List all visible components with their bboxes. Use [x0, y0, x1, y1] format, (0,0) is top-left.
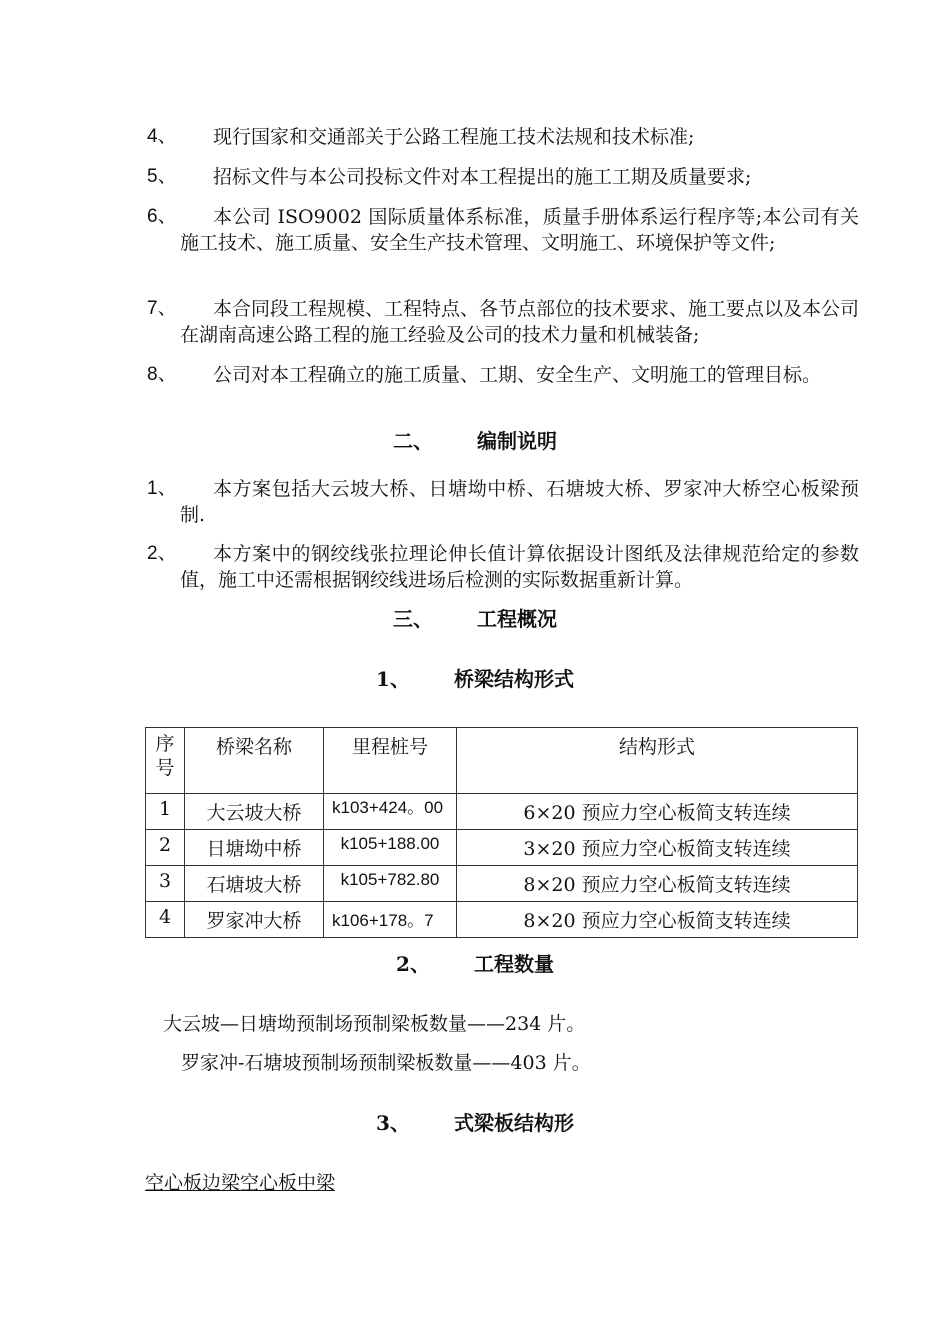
subsection-heading: [0, 1110, 950, 1136]
table-cell: k106+178。7: [324, 902, 457, 938]
subsection-number: 2、: [396, 952, 430, 976]
table-cell: 3×20 预应力空心板简支转连续: [457, 830, 858, 866]
subsection-number: 1、: [376, 667, 410, 691]
header-cell: 里程桩号: [324, 728, 457, 794]
item-number: 1、: [147, 478, 177, 499]
table-cell: 2: [146, 830, 185, 866]
note-item: [147, 476, 859, 528]
table-row: [146, 794, 858, 830]
basis-item: [147, 362, 859, 388]
header-cell: 序号: [146, 728, 185, 794]
item-text: 公司对本工程确立的施工质量、工期、安全生产、文明施工的管理目标。: [213, 364, 822, 386]
item-number: 6、: [147, 206, 177, 227]
table-cell: 罗家冲大桥: [185, 902, 324, 938]
subsection-heading: [0, 666, 950, 692]
table-cell: 4: [146, 902, 185, 938]
section-title: 工程概况: [477, 607, 557, 631]
hollow-slab-beam-link[interactable]: 空心板边梁空心板中梁: [145, 1172, 336, 1194]
table-cell: k103+424。00: [324, 794, 457, 830]
table-cell: 6×20 预应力空心板简支转连续: [457, 794, 858, 830]
table-cell: 1: [146, 794, 185, 830]
item-text: 本合同段工程规模、工程特点、各节点部位的技术要求、施工要点以及本公司在湖南高速公路工程的施工经验及公司的技术力量和机械装备;: [180, 298, 860, 346]
quantity-line: 罗家冲-石塘坡预制场预制梁板数量——403 片。: [181, 1052, 591, 1074]
item-number: 5、: [147, 166, 177, 187]
item-text: 本方案中的钢绞线张拉理论伸长值计算依据设计图纸及法律规范给定的参数值，施工中还需根据钢绞线进场后检测的实际数据重新计算。: [180, 543, 859, 591]
basis-item: [147, 124, 859, 150]
quantity-line: 大云坡—日塘坳预制场预制梁板数量——234 片。: [163, 1013, 586, 1035]
table-row: [146, 830, 858, 866]
item-text: 本方案包括大云坡大桥、日塘坳中桥、石塘坡大桥、罗家冲大桥空心板梁预制.: [180, 478, 859, 526]
item-number: 7、: [147, 298, 177, 319]
item-text: 现行国家和交通部关于公路工程施工技术法规和技术标准;: [213, 126, 695, 148]
table-cell: k105+782.80: [324, 866, 457, 902]
basis-item: [147, 164, 859, 190]
item-number: 2、: [147, 543, 177, 564]
table-header-row: [146, 728, 858, 794]
item-number: 8、: [147, 364, 177, 385]
section-number: 三、: [393, 607, 433, 631]
table-cell: 日塘坳中桥: [185, 830, 324, 866]
subsection-title: 桥梁结构形式: [453, 667, 574, 691]
section-number: 二、: [393, 429, 433, 453]
section-heading: [0, 606, 950, 632]
subsection-title: 式梁板结构形: [453, 1111, 574, 1135]
note-item: [147, 541, 859, 593]
table-row: [146, 866, 858, 902]
section-heading: [0, 428, 950, 454]
item-text: 本公司 ISO9002 国际质量体系标准，质量手册体系运行程序等;本公司有关施工技术、施工质量、安全生产技术管理、文明施工、环境保护等文件;: [180, 206, 859, 254]
table-cell: 石塘坡大桥: [185, 866, 324, 902]
basis-item: [147, 296, 859, 348]
section-title: 编制说明: [477, 429, 557, 453]
table-cell: 大云坡大桥: [185, 794, 324, 830]
item-text: 招标文件与本公司投标文件对本工程提出的施工工期及质量要求;: [213, 166, 752, 188]
subsection-title: 工程数量: [473, 952, 554, 976]
basis-item: [147, 204, 859, 256]
subsection-heading: [0, 951, 950, 977]
item-number: 4、: [147, 126, 177, 147]
table-cell: 8×20 预应力空心板简支转连续: [457, 866, 858, 902]
bridge-structure-table: [145, 727, 858, 938]
table-cell: 3: [146, 866, 185, 902]
subsection-number: 3、: [376, 1111, 410, 1135]
table-row: [146, 902, 858, 938]
table-cell: k105+188.00: [324, 830, 457, 866]
header-cell: 桥梁名称: [185, 728, 324, 794]
header-cell: 结构形式: [457, 728, 858, 794]
table-cell: 8×20 预应力空心板简支转连续: [457, 902, 858, 938]
